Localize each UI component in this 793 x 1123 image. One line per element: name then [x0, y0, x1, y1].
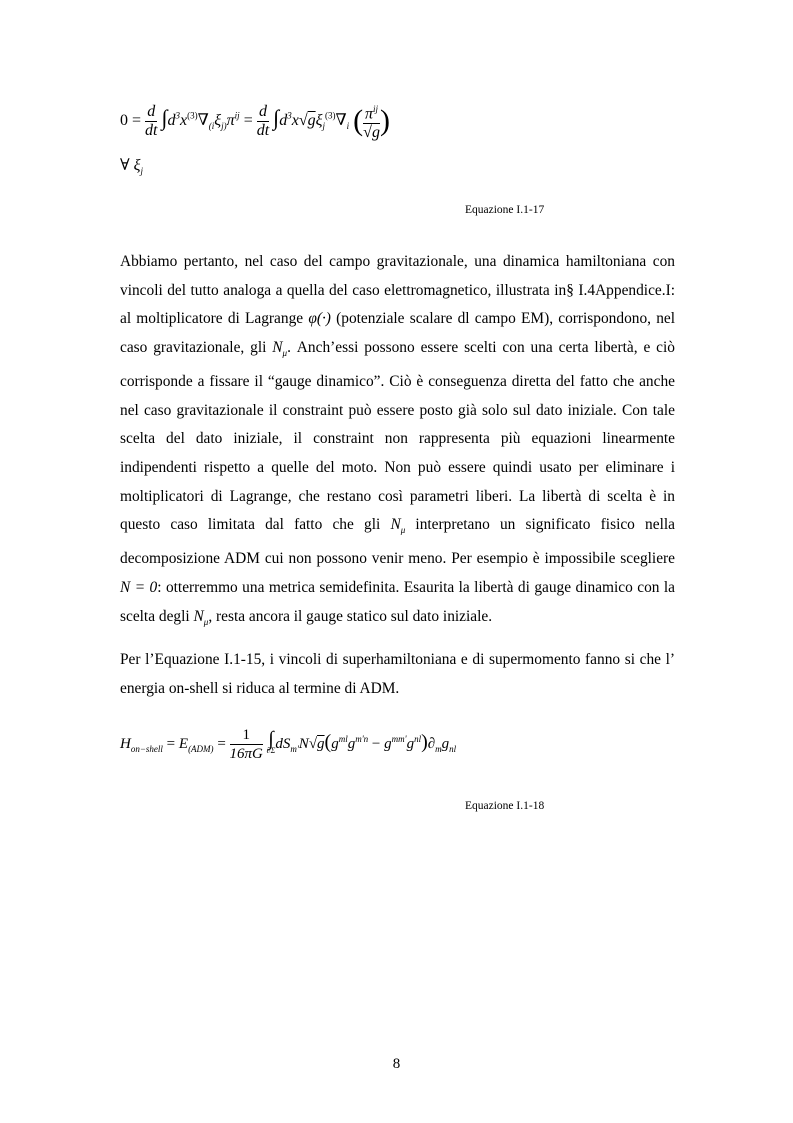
equation-i-1-17: 0 = $\frac{d}{dt}$ $\int d^3x^{(3)}\nabla_{(i}\xi_{j)}\pi^{ij}$ = $\frac{d}{dt}$ $\int d^3x√g\xi_j^{(3)}\nabla_i$ ( $\frac{\pi^{ij}}{√g}$ ) [120, 100, 390, 142]
n-mu-symbol-2: $N_\mu$ [390, 516, 406, 536]
paragraph1-text-3: . Anch’essi possono essere scelti con una certa libertà, e ciò corrisponde a fissare il “gauge dinamico”. Ciò è conseguenza diretta del fatto che anche nel caso gravitazionale il constraint può essere posto già solo sul dato iniziale. Con tale scelta del dato iniziale, il constraint non rappresenta più equazioni linearmente indipendenti rispetto a quelle del moto. Non può essere quindi usato per eliminare i moltiplicatori di Lagrange, che restano così parametri liberi. La libertà di scelta è in questo caso limitata dal fatto che gli [120, 339, 675, 534]
paragraph-gauge-dynamics [120, 248, 675, 636]
paragraph1-text-1: Abbiamo pertanto, nel caso del campo gravitazionale, una dinamica hamiltoniana con vincoli del tutto analoga a quella del caso elettromagnetico, illustrata in§ I.4Appendice.I: al moltiplicatore di Lagrange [120, 253, 675, 328]
equation-i-1-18: $H_{on-shell} = E_{(ADM)}$ = $\frac{1}{16\pi G}$ ∫ ∂Σ $dS_{m'}N√g(g^{ml}g^{m'n} - g^{mm'}g^{nl})\partial_mg_{nl}$ [120, 727, 457, 762]
equation-label-i-1-17: Equazione I.1-17 [465, 204, 545, 216]
paragraph-adm-energy [120, 646, 675, 703]
n-equals-zero: N = 0 [120, 578, 158, 596]
paragraph2-text: Per l’Equazione I.1-15, i vincoli di superhamiltoniana e di supermomento fanno si che l’ energia on-shell si riduca al termine di ADM. [120, 651, 675, 697]
equation-label-i-1-18: Equazione I.1-18 [465, 800, 545, 812]
paragraph1-text-6: , resta ancora il gauge statico sul dato iniziale. [208, 607, 493, 625]
n-mu-symbol-3: $N_\mu$ [193, 607, 209, 627]
paragraph1-text-4: interpretano un significato fisico nella decomposizione ADM cui non possono venir meno. Per esempio è impossibile scegliere [120, 516, 675, 568]
paragraph1-text-2: (potenziale scalare dl campo EM), corrispondono, nel caso gravitazionale, gli [120, 310, 675, 357]
paragraph1-text-5: : otterremmo una metrica semidefinita. Esaurita la libertà di gauge dinamico con la scelta degli [120, 578, 675, 625]
n-mu-symbol: $N_\mu$ [272, 339, 288, 359]
page-number: 8 [392, 1056, 401, 1072]
equation-i-1-17-forall: ∀ $\xi_j$ [120, 157, 144, 177]
phi-symbol: φ(·) [308, 310, 331, 328]
